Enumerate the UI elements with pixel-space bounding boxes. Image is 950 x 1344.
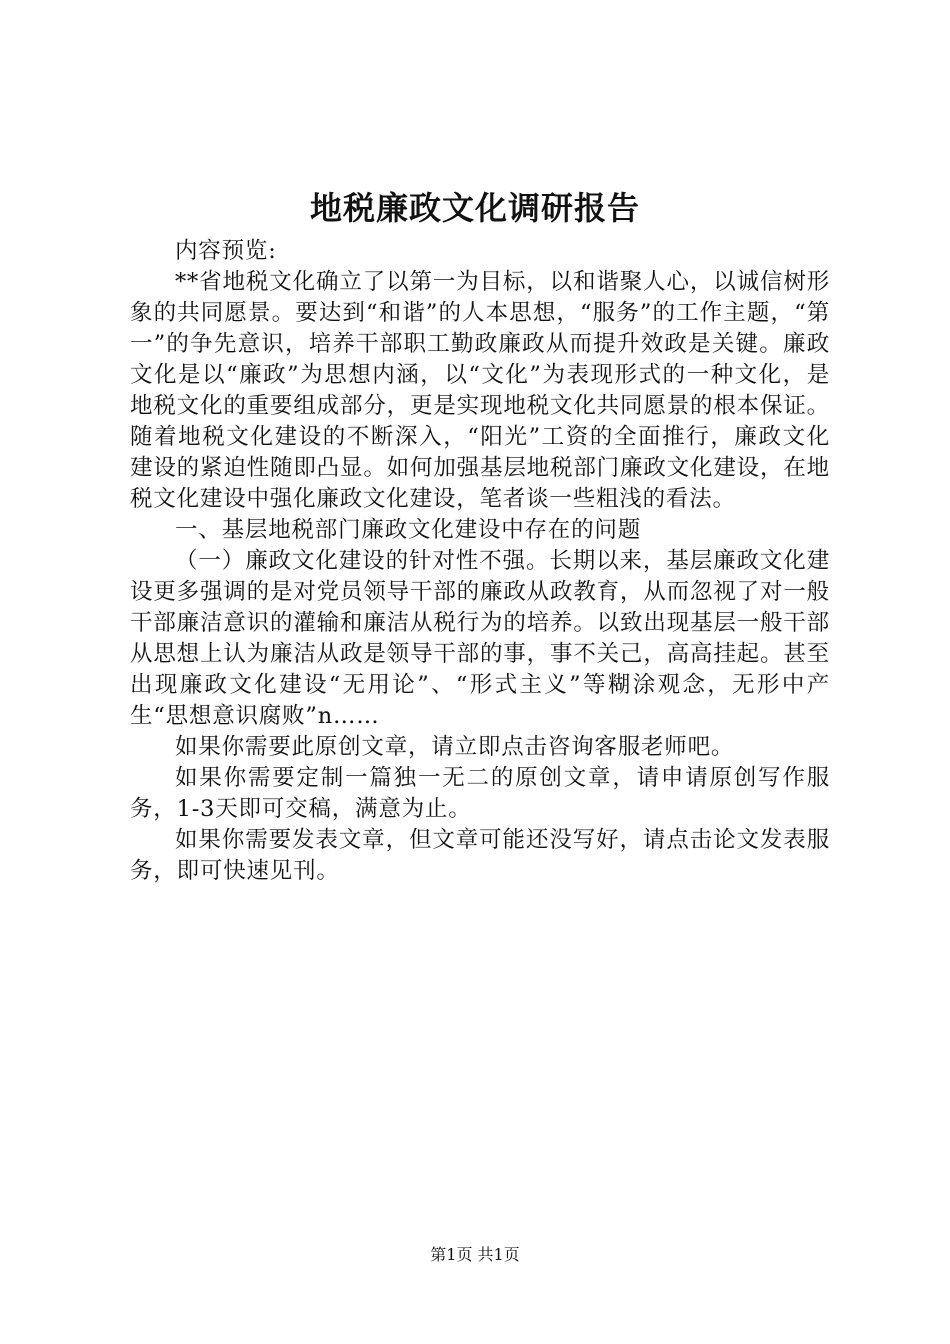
document-body (130, 236, 830, 887)
section-heading: 一、基层地税部门廉政文化建设中存在的问题 (175, 517, 642, 543)
consult-notice: 如果你需要此原创文章，请立即点击咨询客服老师吧。 (175, 734, 735, 760)
custom-writing-notice: 如果你需要定制一篇独一无二的原创文章，请申请原创写作服务，1-3天即可交稿，满意为止。 (130, 765, 830, 822)
page-number: 第1页 共1页 (430, 1245, 520, 1264)
intro-paragraph: **省地税文化确立了以第一为目标，以和谐聚人心，以诚信树形象的共同愿景。要达到“和谐”的人本思想，“服务”的工作主题，“第一”的争先意识，培养干部职工勤政廉政从而提升效政是关键。廉政文化是以“廉政”为思想内涵，以“文化”为表现形式的一种文化，是地税文化的重要组成部分，更是实现地税文化共同愿景的根本保证。随着地税文化建设的不断深入，“阳光”工资的全面推行，廉政文化建设的紧迫性随即凸显。如何加强基层地税部门廉政文化建设，在地税文化建设中强化廉政文化建设，笔者谈一些粗浅的看法。 (130, 269, 830, 512)
publishing-notice: 如果你需要发表文章，但文章可能还没写好，请点击论文发表服务，即可快速见刊。 (130, 827, 830, 884)
document-title: 地税廉政文化调研报告 (309, 189, 640, 227)
subsection-paragraph: （一）廉政文化建设的针对性不强。长期以来，基层廉政文化建设更多强调的是对党员领导干部的廉政从政教育，从而忽视了对一般干部廉洁意识的灌输和廉洁从税行为的培养。以致出现基层一般干部从思想上认为廉洁从政是领导干部的事，事不关己，高高挂起。甚至出现廉政文化建设“无用论”、“形式主义”等糊涂观念，无形中产生“思想意识腐败”n…… (130, 548, 830, 729)
preview-label: 内容预览: (175, 238, 277, 264)
